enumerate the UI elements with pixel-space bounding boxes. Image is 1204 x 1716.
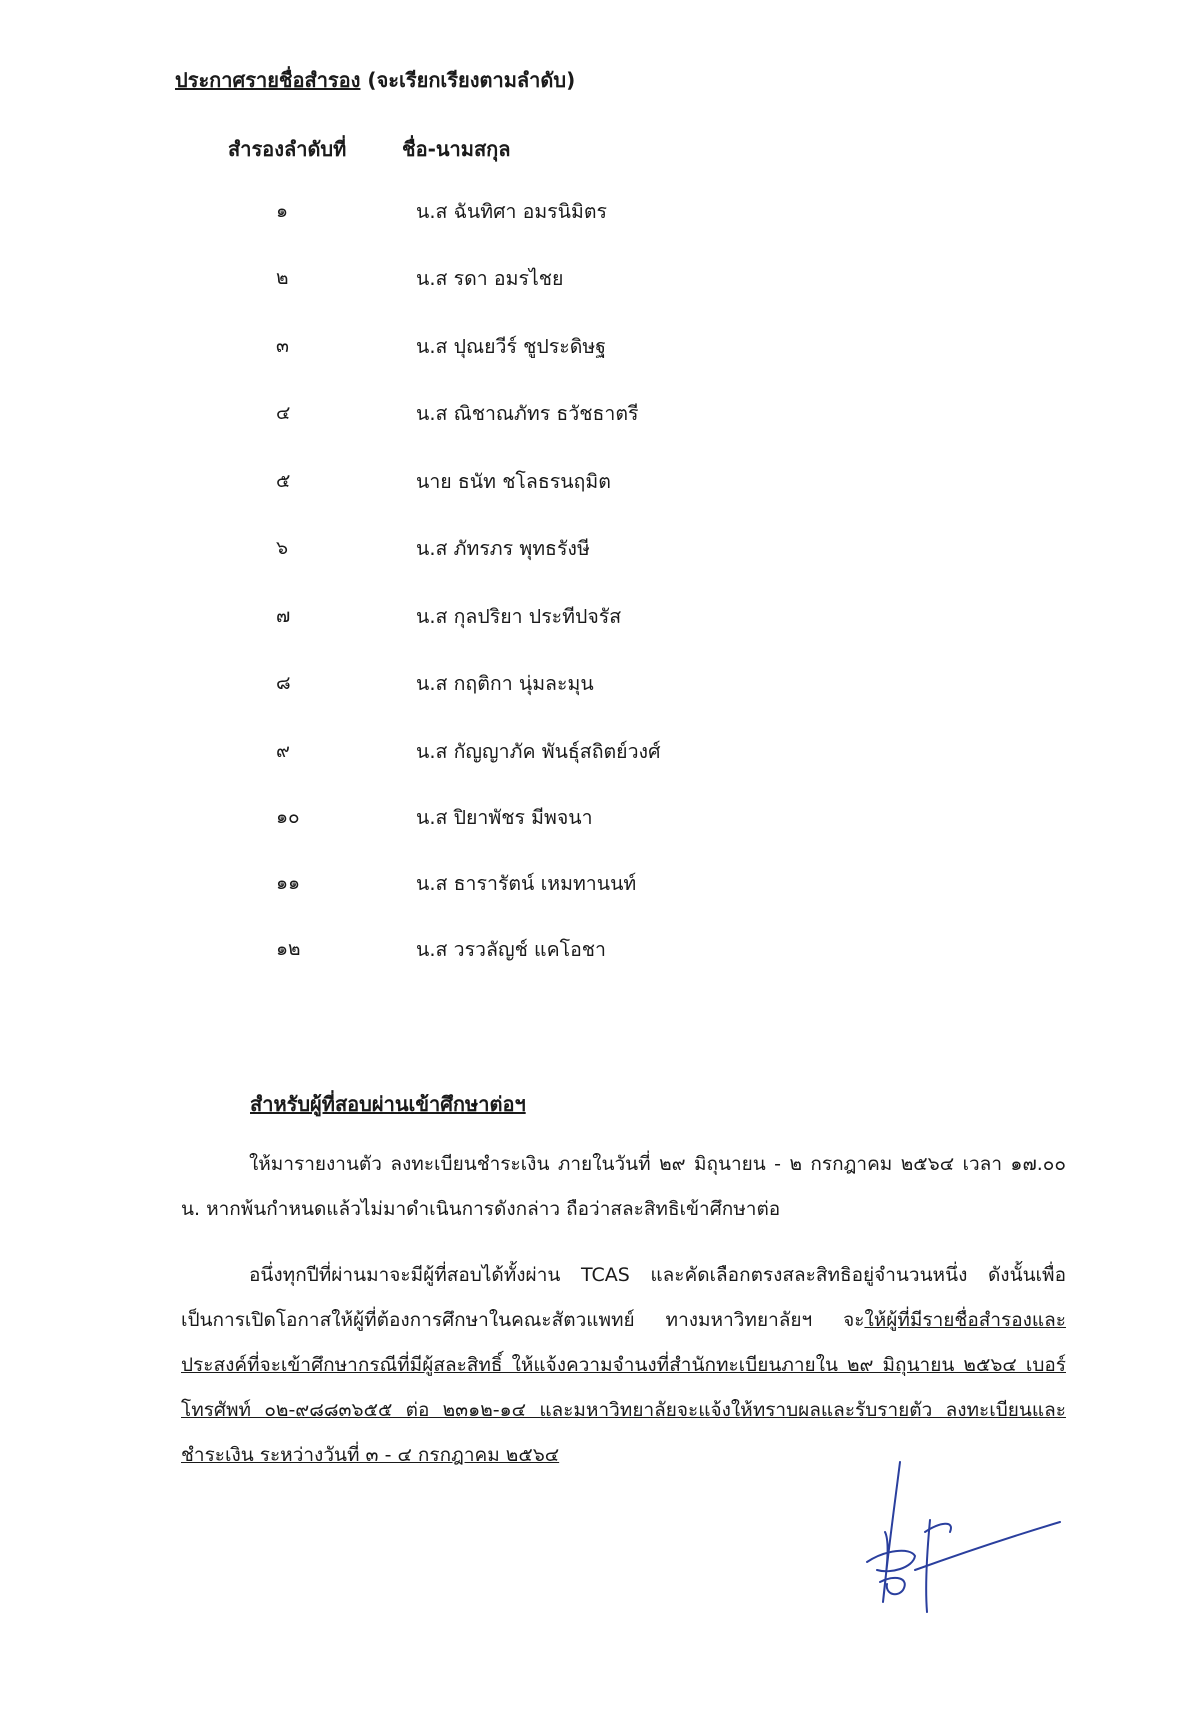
list-item-name: น.ส ธารารัตน์ เหมทานนท์ [416,872,637,895]
list-item-number: ๑๐ [276,806,300,828]
list-item [0,196,1204,226]
list-item-name: น.ส กฤติกา นุ่มละมุน [416,672,594,695]
reserve-list-heading [175,64,575,96]
list-item [0,398,1204,428]
list-item-name: นาย ธนัท ชโลธรนฤมิต [416,470,611,493]
reserve-list-title: ประกาศรายชื่อสำรอง [175,68,361,92]
list-item [0,868,1204,898]
list-item-name: น.ส ปิยาพัชร มีพจนา [416,806,593,829]
list-item-number: ๑๑ [276,872,301,894]
list-item-number: ๑๒ [276,938,301,960]
list-item-number: ๗ [276,605,291,627]
list-item [0,263,1204,293]
list-item-name: น.ส ปุณยวีร์ ชูประดิษฐ [416,335,606,358]
reserve-list-note: (จะเรียกเรียงตามลำดับ) [367,68,576,92]
list-item-name: น.ส ฉันทิศา อมรนิมิตร [416,200,607,223]
paragraph-reserve-notice-text: อนึ่งทุกปีที่ผ่านมาจะมีผู้ที่สอบได้ทั้งผ่าน TCAS และคัดเลือกตรงสละสิทธิอยู่จำนวนหนึ่ง ดังนั้นเพื่อเป็นการเปิดโอกาสให้ผู้ที่ต้องการศึกษาในคณะสัตวแพทย์ ทางมหาวิทยาลัยฯ จะ [181,1264,1066,1331]
list-item [0,736,1204,766]
list-item-number: ๓ [276,335,289,357]
list-item-number: ๙ [276,740,290,762]
list-item-number: ๕ [276,470,291,492]
list-item-name: น.ส ณิชาณภัทร ธวัชธาตรี [416,402,639,425]
list-item [0,668,1204,698]
column-header-number: สำรองลำดับที่ [228,137,347,161]
paragraph-reserve-notice [181,1253,1066,1478]
list-item-number: ๔ [276,402,291,424]
paragraph-registration-text: ให้มารายงานตัว ลงทะเบียนชำระเงิน ภายในวันที่ ๒๙ มิถุนายน - ๒ กรกฎาคม ๒๕๖๔ เวลา ๑๗.๐๐ น. หากพ้นกำหนดแล้วไม่มาดำเนินการดังกล่าว ถือว่าสละสิทธิเข้าศึกษาต่อ [181,1153,1066,1220]
list-item [0,331,1204,361]
paragraph-registration [181,1142,1066,1232]
signature [855,1452,1065,1632]
list-item-name: น.ส วรวลัญช์ แคโอชา [416,938,606,961]
list-item-name: น.ส ภัทรภร พุทธรังษี [416,537,590,560]
column-header-name: ชื่อ-นามสกุล [402,137,511,161]
list-item [0,934,1204,964]
list-item-number: ๒ [276,267,289,289]
section-heading: สำหรับผู้ที่สอบผ่านเข้าศึกษาต่อฯ [250,1092,526,1116]
list-item-number: ๘ [276,672,291,694]
list-item-number: ๖ [276,537,289,559]
list-item [0,466,1204,496]
list-item-name: น.ส รดา อมรไชย [416,267,564,290]
list-item-number: ๑ [276,200,289,222]
list-item-name: น.ส กุลปริยา ประทีปจรัส [416,605,622,628]
list-item [0,601,1204,631]
paragraph-reserve-notice-underlined: ให้ผู้ที่มีรายชื่อสำรองและประสงค์ที่จะเข้าศึกษากรณีที่มีผู้สละสิทธิ์ ให้แจ้งความจำนงที่สำนักทะเบียนภายใน ๒๙ มิถุนายน ๒๕๖๔ เบอร์โทรศัพท์ ๐๒-๙๘๘๓๖๕๕ ต่อ ๒๓๑๒-๑๔ และมหาวิทยาลัยจะแจ้งให้ทราบผลและรับรายตัว ลงทะเบียนและชำระเงิน ระหว่างวันที่ ๓ - ๔ กรกฎาคม ๒๕๖๔ [181,1309,1066,1466]
list-item-name: น.ส กัญญาภัค พันธุ์สถิตย์วงศ์ [416,740,661,763]
list-item [0,533,1204,563]
list-item [0,802,1204,832]
